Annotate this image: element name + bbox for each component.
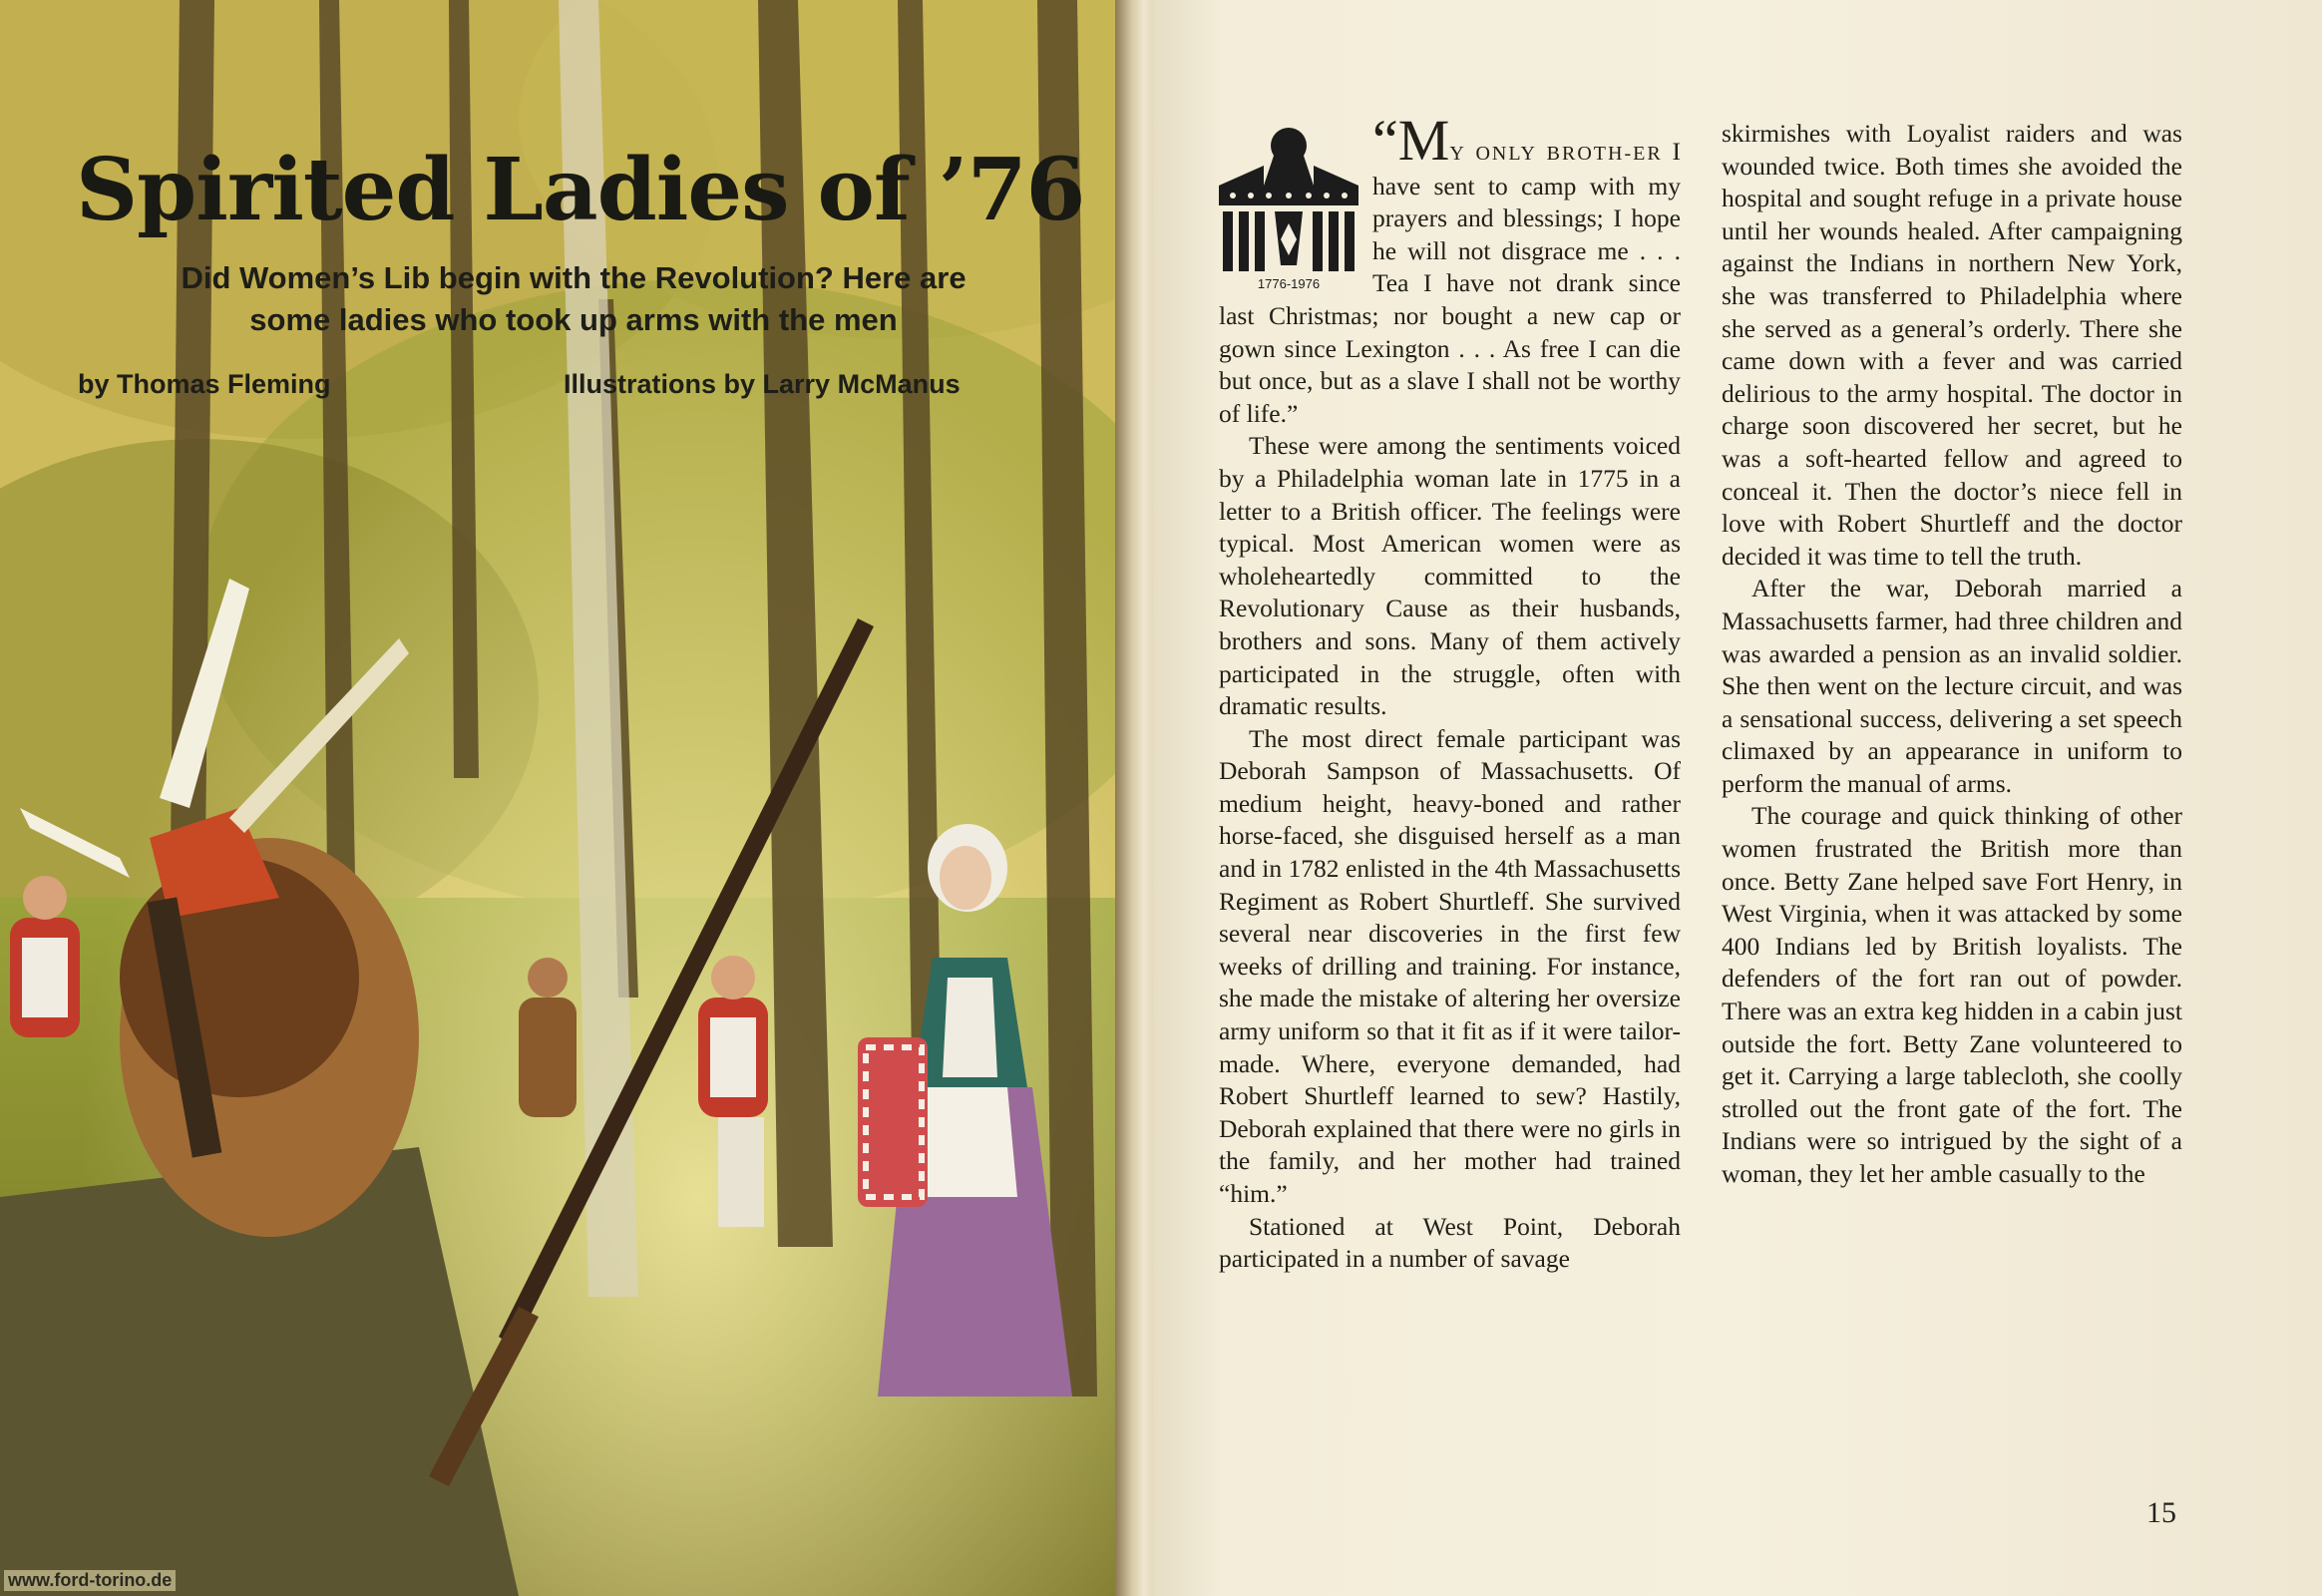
paragraph: The most direct female participant was Deborah Sampson of Massachusetts. Of medium height, heavy-boned and rather horse-faced, she disguised herself as a man and in 1782 enlisted in the 4th Massachusetts Regiment as Robert Shurtleff. She survived several near discoveries in the first few weeks of drilling and training. For instance, she made the mistake of altering her oversize army uniform so that it fit as if it were tailor-made. Where, everyone demanded, had Robert Shurtleff learned to sew? Hastily, Deborah explained that there were no girls in the family, and her mother had trained “him.” — [1219, 723, 1681, 1208]
paragraph: These were among the sentiments voiced by a Philadelphia woman late in 1775 in a letter to a British officer. The feelings were typical. Most American women were as wholeheartedly committed to the Revolutionary Cause as their husbands, brothers and sons. Many of them actively participated in the struggle, often with dramatic results. — [1219, 431, 1681, 721]
byline-author: by Thomas Fleming — [78, 369, 331, 399]
opening-text: I have sent to camp with my prayers and blessings; I hope he will not disgrace me . . . Tea I have not drank since last Christmas; nor bought a new cap or gown since Lexington . . . As free I can die but once, but as a slave I shall not be worthy of life.” — [1219, 137, 1681, 428]
subtitle-line-2: some ladies who took up arms with the men — [249, 302, 898, 337]
paragraph: skirmishes with Loyalist raiders and was wounded twice. Both times she avoided the hospital and sought refuge in a private house until her wounds healed. After campaigning against the Indians in northern New York, she was transferred to Philadelphia where she served as a general’s orderly. There she came down with a fever and was carried delirious to the army hospital. The doctor in charge soon discovered her secret, but he was a soft-hearted fellow and agreed to conceal it. Then the doctor’s niece fell in love with Robert Shurtleff and the doctor decided it was time to tell the truth. — [1722, 119, 2182, 571]
bicentennial-eagle-icon — [1219, 116, 1358, 291]
illustration-page — [0, 0, 1127, 1596]
article-title: Spirited Ladies of ’76 — [76, 140, 1085, 240]
paragraph: The courage and quick thinking of other women frustrated the British more than once. Betty Zane helped save Fort Henry, in West Virginia, when it was attacked by some 400 Indians led by British loyalists. The defenders of the fort ran out of powder. There was an extra keg hidden in a cabin just outside the fort. Betty Zane volunteered to get it. Carrying a large tablecloth, she coolly strolled out the front gate of the fort. The Indians were so intrigued by the sight of a woman, they let her amble casually to the — [1722, 801, 2182, 1188]
text-column-2 — [1722, 118, 2182, 1191]
text-page — [1153, 0, 2322, 1596]
opening-smallcaps: Y ONLY BROTH-ER — [1449, 143, 1663, 165]
text-column-1 — [1219, 108, 1681, 1276]
opening-paragraph — [1219, 108, 1681, 430]
paragraph: Stationed at West Point, Deborah participated in a number of savage — [1219, 1211, 1681, 1274]
article-subtitle — [90, 257, 1057, 341]
drop-cap: “M — [1372, 108, 1450, 173]
emblem-label: 1776-1976 — [1257, 276, 1321, 291]
subtitle-line-1: Did Women’s Lib begin with the Revolution? Here are — [181, 260, 967, 295]
page-number: 15 — [2146, 1496, 2176, 1529]
paragraph: After the war, Deborah married a Massachusetts farmer, had three children and was awarded a pension as an invalid soldier. She then went on the lecture circuit, and was a sensational success, delivering a set speech climaxed by an appearance in uniform to perform the manual of arms. — [1722, 574, 2182, 798]
website-watermark: www.ford-torino.de — [4, 1570, 176, 1591]
byline-illustrator: Illustrations by Larry McManus — [564, 369, 961, 399]
